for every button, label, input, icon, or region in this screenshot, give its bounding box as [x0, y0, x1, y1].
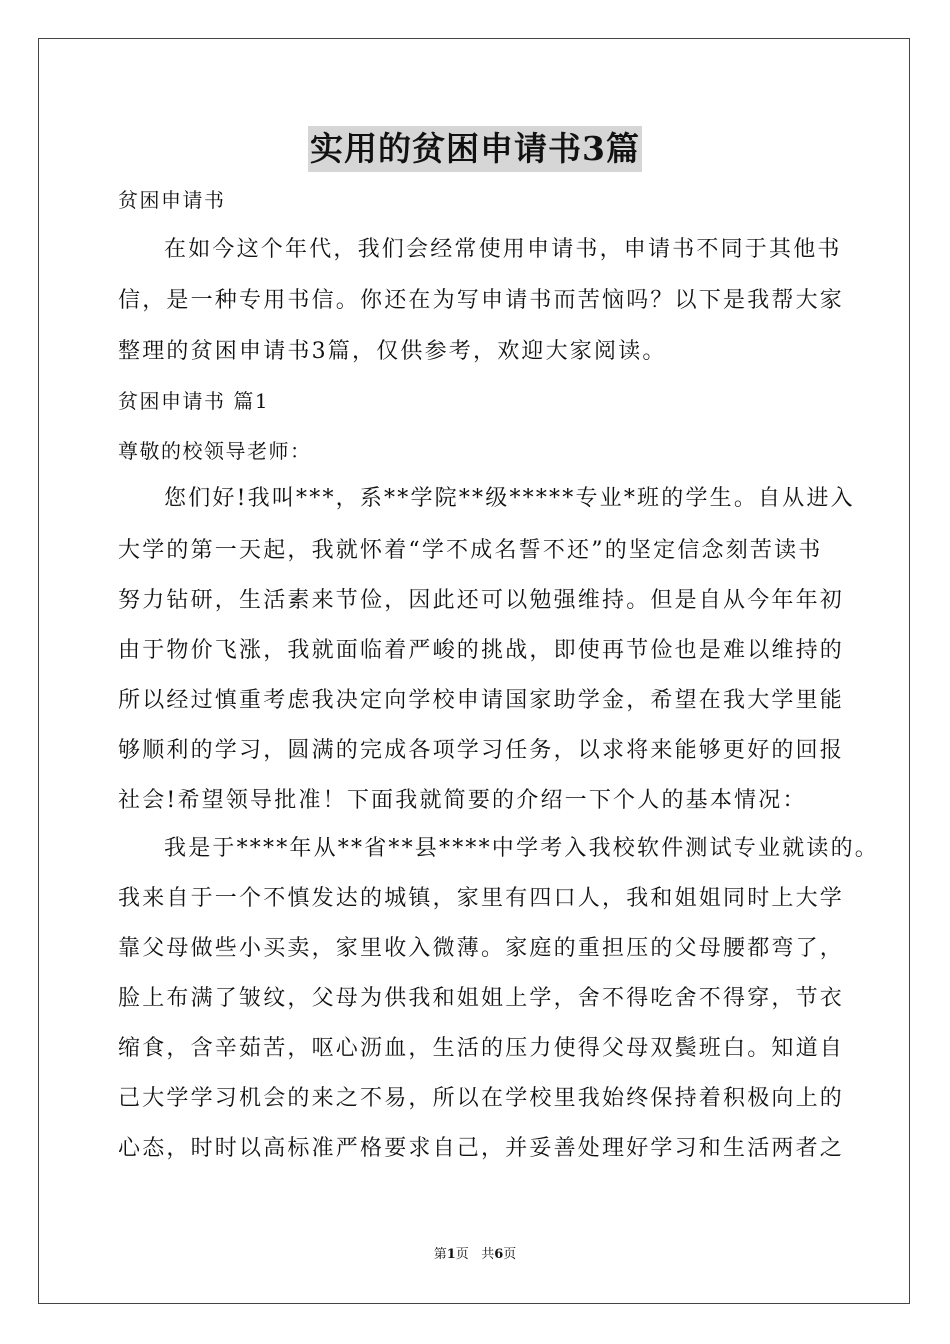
- page-footer: [0, 1246, 950, 1264]
- body-line: 够顺利的学习，圆满的完成各项学习任务，以求将来能够更好的回报: [118, 738, 845, 763]
- body-line: 我来自于一个不慎发达的城镇，家里有四口人，我和姐姐同时上大学: [118, 886, 845, 911]
- section-heading: 贫困申请书 篇1: [118, 389, 270, 413]
- page-suffix: 页: [503, 1247, 517, 1262]
- intro-line: 信，是一种专用书信。你还在为写申请书而苦恼吗？以下是我帮大家: [118, 288, 845, 313]
- body-line: 脸上布满了皱纹，父母为供我和姐姐上学，舍不得吃舍不得穿，节衣: [118, 986, 845, 1011]
- body-line: 我是于****年从**省**县****中学考入我校软件测试专业就读的。: [164, 836, 880, 861]
- body-line: 社会!希望领导批准！下面我就简要的介绍一下个人的基本情况：: [118, 788, 807, 813]
- salutation: 尊敬的校领导老师：: [118, 439, 312, 463]
- page-prefix: 第: [433, 1247, 447, 1262]
- document-title: 实用的贫困申请书3篇: [308, 126, 642, 172]
- body-line: 由于物价飞涨，我就面临着严峻的挑战，即使再节俭也是难以维持的: [118, 638, 845, 663]
- title-container: [0, 126, 950, 172]
- page-mid: 页 共: [455, 1247, 495, 1262]
- body-line: 努力钻研，生活素来节俭，因此还可以勉强维持。但是自从今年年初: [118, 588, 845, 613]
- body-line: 您们好!我叫***，系**学院**级*****专业*班的学生。自从进入: [164, 486, 855, 511]
- page-total: 6: [494, 1247, 504, 1262]
- intro-line: 整理的贫困申请书3篇，仅供参考，欢迎大家阅读。: [118, 339, 667, 364]
- body-line: 大学的第一天起，我就怀着“学不成名誓不还”的坚定信念刻苦读书: [118, 538, 823, 563]
- page-border: [38, 38, 910, 1304]
- intro-line: 在如今这个年代，我们会经常使用申请书，申请书不同于其他书: [164, 237, 842, 262]
- page-current: 1: [446, 1247, 456, 1262]
- heading-poverty-application: 贫困申请书: [118, 188, 226, 212]
- body-line: 己大学学习机会的来之不易，所以在学校里我始终保持着积极向上的: [118, 1086, 845, 1111]
- body-line: 缩食，含辛茹苦，呕心沥血，生活的压力使得父母双鬓班白。知道自: [118, 1036, 845, 1061]
- body-line: 心态，时时以高标准严格要求自己，并妥善处理好学习和生活两者之: [118, 1136, 845, 1161]
- body-line: 靠父母做些小买卖，家里收入微薄。家庭的重担压的父母腰都弯了，: [118, 936, 845, 961]
- body-line: 所以经过慎重考虑我决定向学校申请国家助学金，希望在我大学里能: [118, 688, 845, 713]
